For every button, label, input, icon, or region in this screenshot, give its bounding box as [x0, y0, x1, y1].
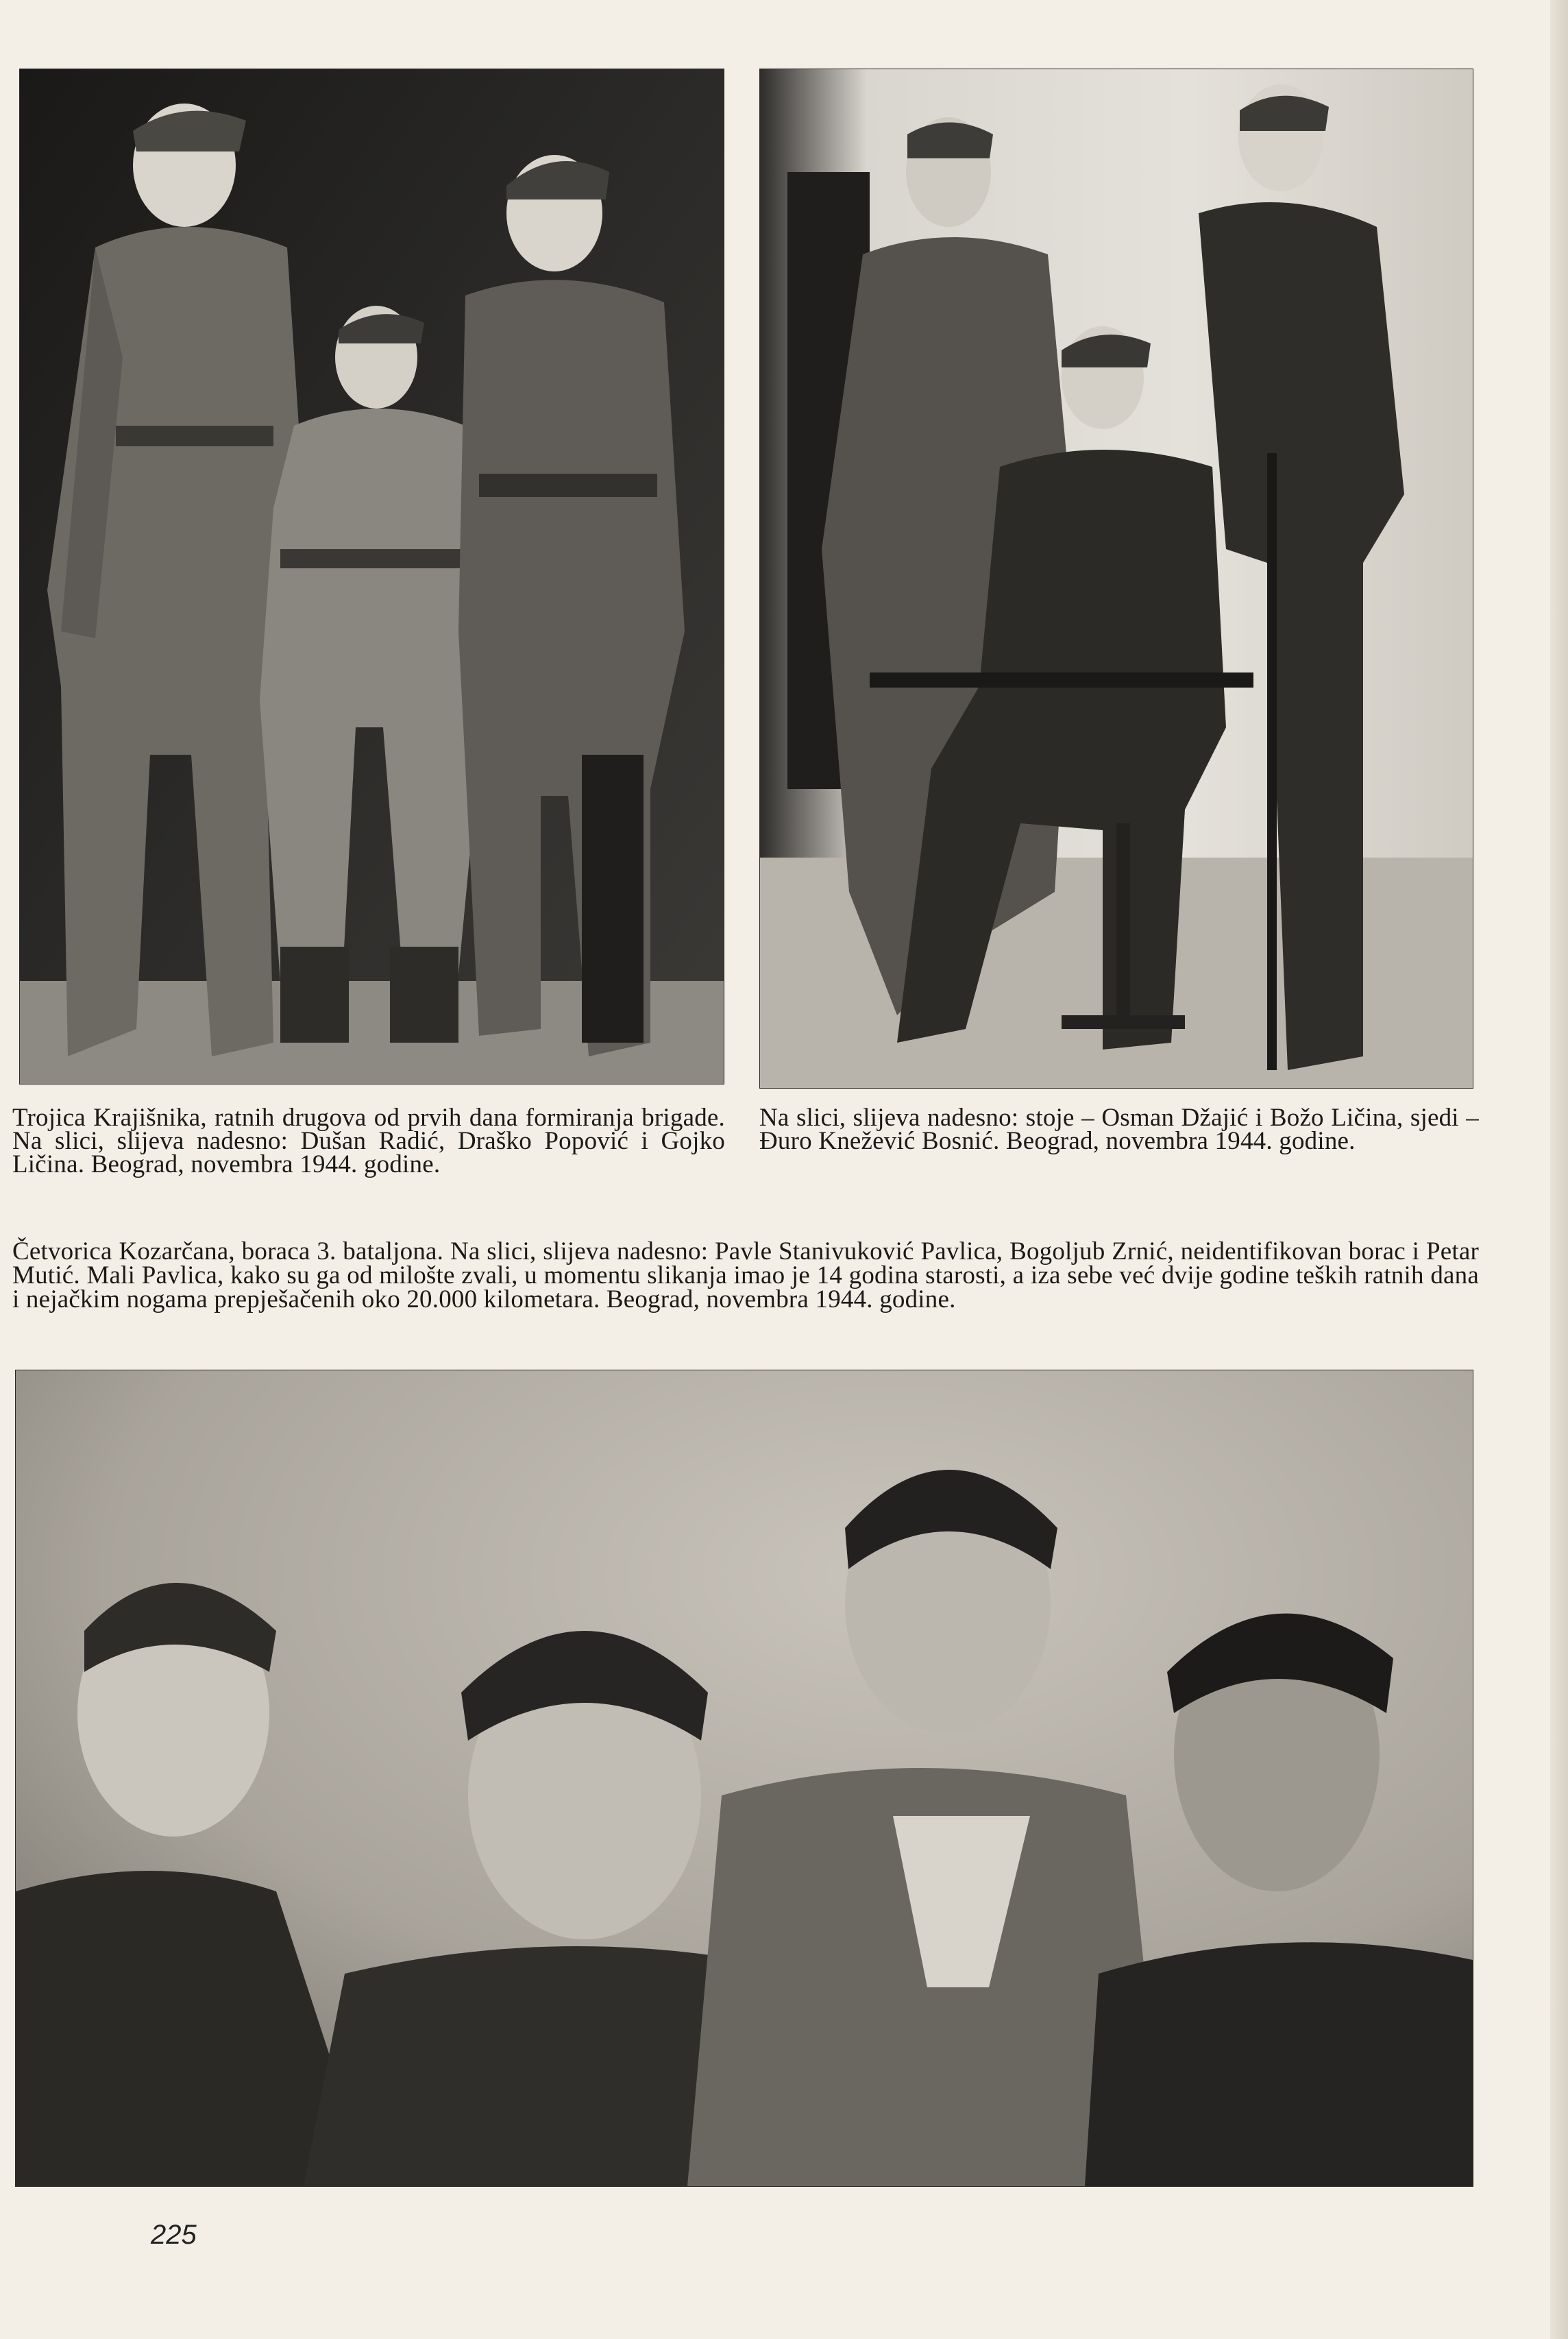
photo-four-kozarcani	[15, 1370, 1473, 2187]
caption-top-left: Trojica Krajišnika, ratnih drugova od prvih dana formiranja brigade. Na slici, slijeva nadesno: Dušan Radić, Draško Popović i Gojko Ličina. Beograd, novembra 1944. godine.	[12, 1104, 725, 1178]
caption-bottom: Četvorica Kozarčana, boraca 3. bataljona. Na slici, slijeva nadesno: Pavle Stanivuković Pavlica, Bogoljub Zrnić, neidentifikovan borac i Petar Mutić. Mali Pavlica, kako su ga od milošte zvali, u momentu slikanja imao je 14 godina starosti, a iza sebe već dvije godine teških ratnih dana i nejačkim nogama prepješačenih oko 20.000 kilometara. Beograd, novembra 1944. godine.	[12, 1237, 1479, 1313]
photo-three-krajisnici	[19, 69, 724, 1084]
caption-top-right: Na slici, slijeva nadesno: stoje – Osman Džajić i Božo Ličina, sjedi – Đuro Knežević Bosnić. Beograd, novembra 1944. godine.	[759, 1104, 1479, 1155]
page-edge	[1550, 0, 1568, 2339]
photo-three-soldiers-seated	[759, 69, 1473, 1089]
page-number: 225	[151, 2220, 197, 2250]
